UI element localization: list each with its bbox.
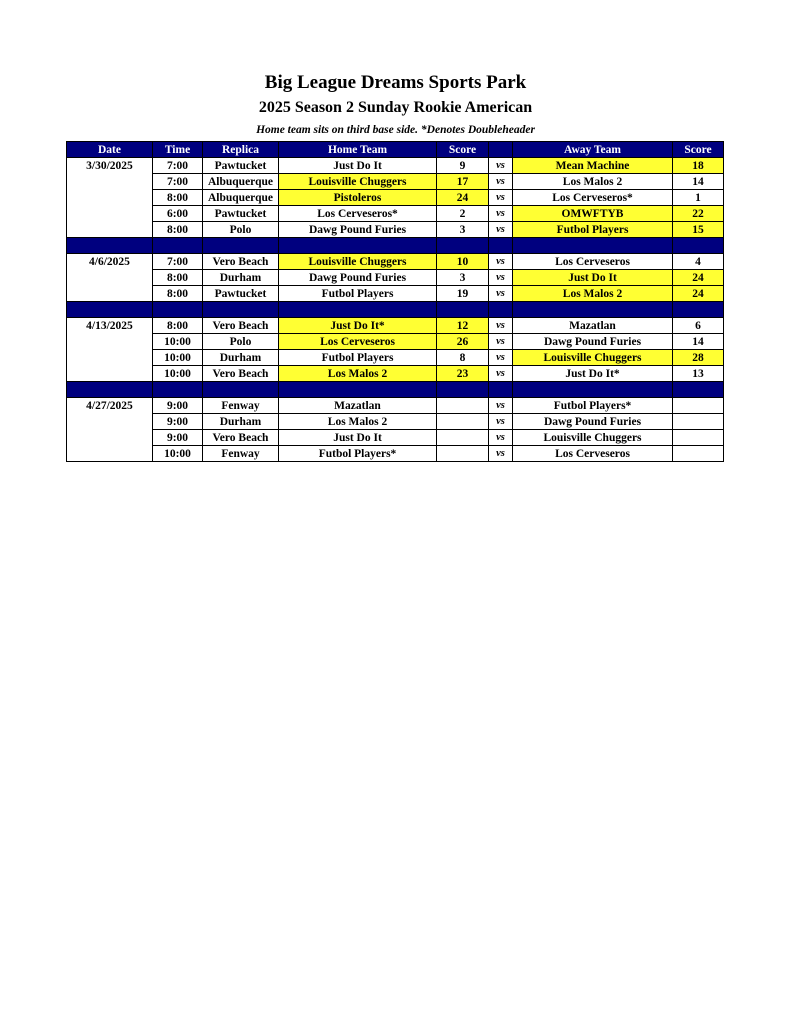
cell-home-team: Just Do It* [279, 318, 437, 334]
table-row [67, 158, 724, 174]
cell-replica: Vero Beach [203, 318, 279, 334]
date-separator-row [67, 382, 724, 398]
cell-away-score [673, 414, 724, 430]
cell-time: 10:00 [153, 350, 203, 366]
column-header-away-team: Away Team [513, 142, 673, 158]
separator-cell [489, 238, 513, 254]
separator-cell [489, 382, 513, 398]
cell-vs: vs [489, 286, 513, 302]
cell-replica: Polo [203, 334, 279, 350]
cell-vs: vs [489, 430, 513, 446]
cell-away-team: Dawg Pound Furies [513, 334, 673, 350]
cell-home-score: 12 [437, 318, 489, 334]
cell-home-team: Los Malos 2 [279, 414, 437, 430]
cell-replica: Albuquerque [203, 174, 279, 190]
cell-home-score: 10 [437, 254, 489, 270]
cell-home-score: 17 [437, 174, 489, 190]
separator-cell [153, 302, 203, 318]
cell-replica: Vero Beach [203, 366, 279, 382]
cell-away-team: Los Malos 2 [513, 174, 673, 190]
separator-cell [489, 302, 513, 318]
cell-home-team: Dawg Pound Furies [279, 270, 437, 286]
cell-away-team: Just Do It [513, 270, 673, 286]
cell-vs: vs [489, 398, 513, 414]
cell-time: 10:00 [153, 366, 203, 382]
cell-away-team: Mean Machine [513, 158, 673, 174]
page-title: Big League Dreams Sports Park [264, 72, 527, 93]
cell-time: 8:00 [153, 222, 203, 238]
cell-away-score: 24 [673, 270, 724, 286]
cell-vs: vs [489, 254, 513, 270]
cell-away-team: Dawg Pound Furies [513, 414, 673, 430]
table-row [67, 190, 724, 206]
cell-away-team: Louisville Chuggers [513, 430, 673, 446]
cell-date [67, 206, 153, 222]
cell-time: 8:00 [153, 190, 203, 206]
cell-home-team: Dawg Pound Furies [279, 222, 437, 238]
separator-cell [437, 302, 489, 318]
cell-time: 8:00 [153, 286, 203, 302]
cell-home-team: Mazatlan [279, 398, 437, 414]
cell-replica: Durham [203, 350, 279, 366]
cell-date: 3/30/2025 [67, 158, 153, 174]
cell-away-score: 15 [673, 222, 724, 238]
cell-away-score: 18 [673, 158, 724, 174]
cell-home-team: Just Do It [279, 430, 437, 446]
cell-away-team: Los Cerveseros [513, 446, 673, 462]
cell-vs: vs [489, 446, 513, 462]
table-header-row [67, 142, 724, 158]
schedule-body [67, 158, 724, 462]
schedule-table [66, 141, 724, 462]
table-row [67, 286, 724, 302]
column-header-replica: Replica [203, 142, 279, 158]
cell-away-score: 22 [673, 206, 724, 222]
cell-replica: Fenway [203, 446, 279, 462]
cell-home-score: 2 [437, 206, 489, 222]
cell-vs: vs [489, 366, 513, 382]
separator-cell [513, 302, 673, 318]
table-row [67, 270, 724, 286]
table-row [67, 318, 724, 334]
separator-cell [513, 238, 673, 254]
cell-time: 7:00 [153, 174, 203, 190]
cell-date [67, 334, 153, 350]
separator-cell [153, 238, 203, 254]
cell-home-score: 3 [437, 270, 489, 286]
cell-date [67, 286, 153, 302]
column-header-time: Time [153, 142, 203, 158]
table-row [67, 254, 724, 270]
cell-home-team: Los Malos 2 [279, 366, 437, 382]
page-subtitle: 2025 Season 2 Sunday Rookie American [258, 99, 533, 116]
separator-cell [203, 382, 279, 398]
cell-replica: Durham [203, 414, 279, 430]
cell-date [67, 414, 153, 430]
table-row [67, 446, 724, 462]
separator-cell [437, 382, 489, 398]
separator-cell [203, 302, 279, 318]
cell-home-score: 19 [437, 286, 489, 302]
cell-replica: Pawtucket [203, 158, 279, 174]
cell-home-score: 3 [437, 222, 489, 238]
cell-vs: vs [489, 414, 513, 430]
cell-time: 7:00 [153, 158, 203, 174]
cell-home-team: Futbol Players [279, 350, 437, 366]
cell-home-score: 9 [437, 158, 489, 174]
cell-vs: vs [489, 206, 513, 222]
cell-away-team: Mazatlan [513, 318, 673, 334]
cell-replica: Vero Beach [203, 254, 279, 270]
cell-home-score: 26 [437, 334, 489, 350]
cell-home-team: Louisville Chuggers [279, 174, 437, 190]
cell-replica: Durham [203, 270, 279, 286]
cell-home-team: Just Do It [279, 158, 437, 174]
table-row [67, 222, 724, 238]
cell-date [67, 446, 153, 462]
cell-home-team: Futbol Players [279, 286, 437, 302]
cell-date [67, 190, 153, 206]
separator-cell [673, 382, 724, 398]
column-header-home-team: Home Team [279, 142, 437, 158]
date-separator-row [67, 302, 724, 318]
cell-time: 8:00 [153, 270, 203, 286]
cell-home-team: Louisville Chuggers [279, 254, 437, 270]
cell-time: 9:00 [153, 414, 203, 430]
separator-cell [279, 302, 437, 318]
cell-date [67, 430, 153, 446]
cell-vs: vs [489, 190, 513, 206]
cell-away-score: 6 [673, 318, 724, 334]
cell-time: 8:00 [153, 318, 203, 334]
cell-date [67, 174, 153, 190]
cell-time: 6:00 [153, 206, 203, 222]
cell-date: 4/6/2025 [67, 254, 153, 270]
table-row [67, 206, 724, 222]
column-header-away-score: Score [673, 142, 724, 158]
cell-home-score [437, 446, 489, 462]
separator-cell [153, 382, 203, 398]
separator-cell [673, 302, 724, 318]
schedule-note: Home team sits on third base side. *Denotes Doubleheader [256, 124, 535, 136]
cell-home-score: 8 [437, 350, 489, 366]
cell-away-score: 13 [673, 366, 724, 382]
cell-vs: vs [489, 270, 513, 286]
cell-vs: vs [489, 318, 513, 334]
cell-vs: vs [489, 222, 513, 238]
cell-away-score: 14 [673, 334, 724, 350]
cell-away-team: Los Cerveseros* [513, 190, 673, 206]
cell-date: 4/13/2025 [67, 318, 153, 334]
table-row [67, 366, 724, 382]
cell-replica: Pawtucket [203, 206, 279, 222]
table-row [67, 414, 724, 430]
cell-vs: vs [489, 334, 513, 350]
cell-time: 10:00 [153, 446, 203, 462]
separator-cell [203, 238, 279, 254]
cell-time: 9:00 [153, 398, 203, 414]
cell-replica: Fenway [203, 398, 279, 414]
table-row [67, 430, 724, 446]
cell-away-team: Los Malos 2 [513, 286, 673, 302]
cell-date [67, 222, 153, 238]
cell-home-team: Los Cerveseros* [279, 206, 437, 222]
cell-date [67, 366, 153, 382]
cell-away-team: Futbol Players [513, 222, 673, 238]
cell-away-team: Futbol Players* [513, 398, 673, 414]
separator-cell [437, 238, 489, 254]
cell-replica: Vero Beach [203, 430, 279, 446]
cell-time: 7:00 [153, 254, 203, 270]
cell-away-team: OMWFTYB [513, 206, 673, 222]
cell-home-score: 23 [437, 366, 489, 382]
separator-cell [67, 302, 153, 318]
cell-away-score [673, 398, 724, 414]
date-separator-row [67, 238, 724, 254]
cell-away-score: 4 [673, 254, 724, 270]
cell-date: 4/27/2025 [67, 398, 153, 414]
table-row [67, 398, 724, 414]
column-header-date: Date [67, 142, 153, 158]
cell-away-team: Louisville Chuggers [513, 350, 673, 366]
cell-vs: vs [489, 350, 513, 366]
cell-home-team: Pistoleros [279, 190, 437, 206]
cell-vs: vs [489, 174, 513, 190]
separator-cell [513, 382, 673, 398]
table-row [67, 350, 724, 366]
cell-replica: Pawtucket [203, 286, 279, 302]
separator-cell [673, 238, 724, 254]
separator-cell [67, 382, 153, 398]
cell-away-team: Los Cerveseros [513, 254, 673, 270]
separator-cell [279, 238, 437, 254]
cell-home-score [437, 398, 489, 414]
table-row [67, 174, 724, 190]
cell-vs: vs [489, 158, 513, 174]
column-header-vs [489, 142, 513, 158]
cell-away-score [673, 446, 724, 462]
separator-cell [67, 238, 153, 254]
cell-date [67, 270, 153, 286]
cell-home-score: 24 [437, 190, 489, 206]
cell-away-score: 14 [673, 174, 724, 190]
cell-away-team: Just Do It* [513, 366, 673, 382]
cell-away-score: 28 [673, 350, 724, 366]
cell-home-team: Los Cerveseros [279, 334, 437, 350]
cell-time: 10:00 [153, 334, 203, 350]
column-header-home-score: Score [437, 142, 489, 158]
cell-time: 9:00 [153, 430, 203, 446]
cell-home-team: Futbol Players* [279, 446, 437, 462]
cell-away-score: 1 [673, 190, 724, 206]
cell-replica: Albuquerque [203, 190, 279, 206]
cell-replica: Polo [203, 222, 279, 238]
table-row [67, 334, 724, 350]
cell-away-score: 24 [673, 286, 724, 302]
cell-home-score [437, 430, 489, 446]
cell-away-score [673, 430, 724, 446]
separator-cell [279, 382, 437, 398]
cell-date [67, 350, 153, 366]
cell-home-score [437, 414, 489, 430]
